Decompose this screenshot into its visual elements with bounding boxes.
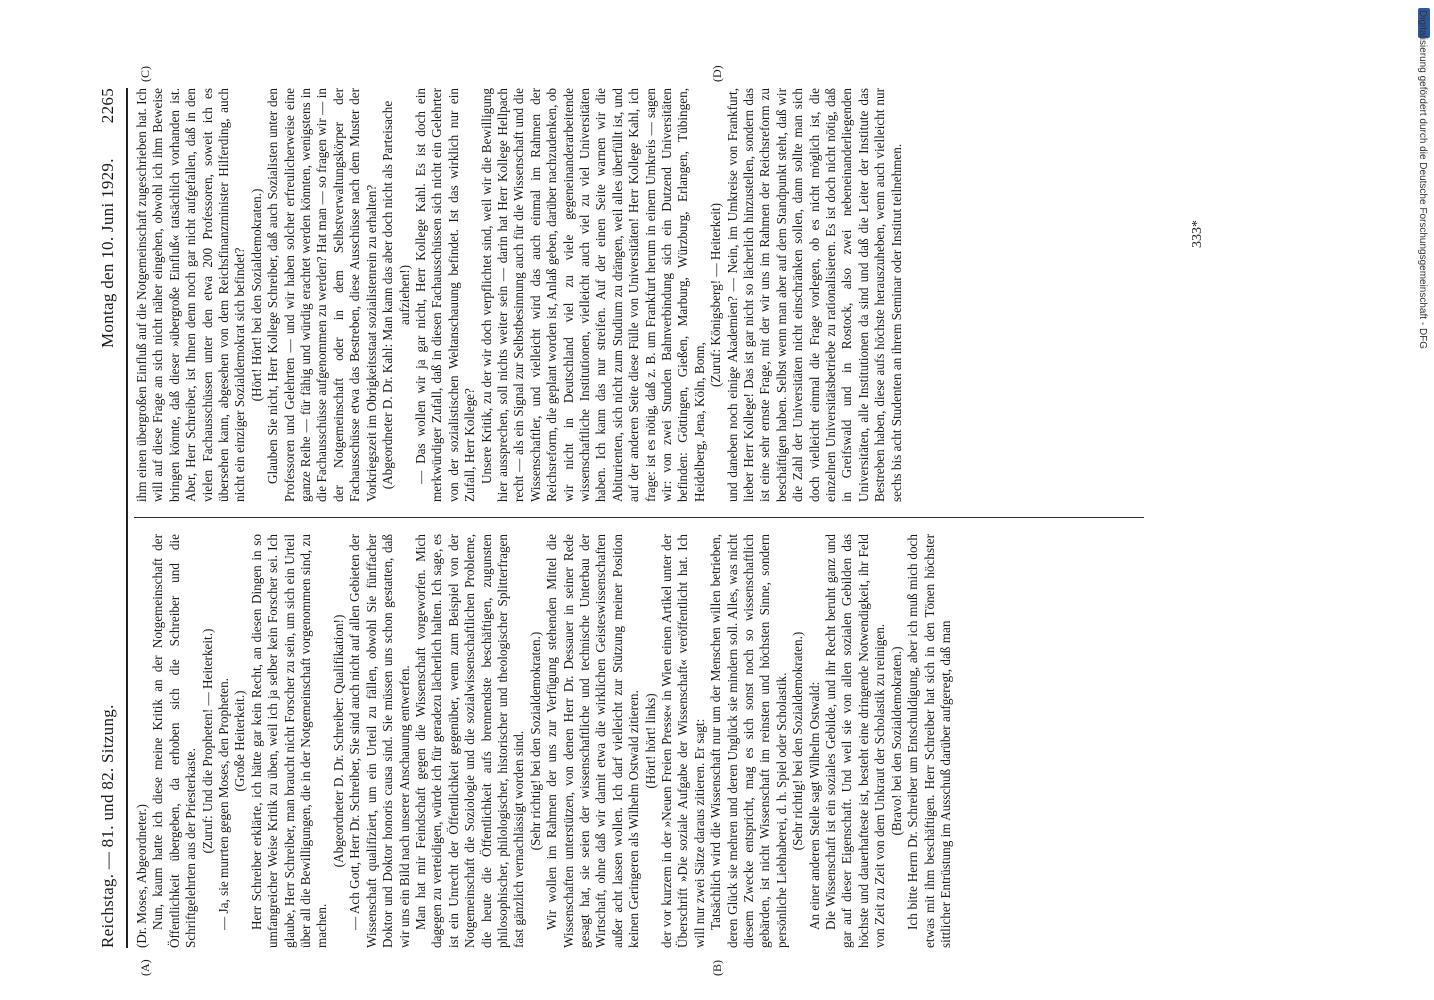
paragraph: und daneben noch einige Akademien? — Nein, im Umkreise von Frankfurt, lieber Herr Kollege! Das ist gar nicht so lächerlich hinzustellen, sondern das ist eine sehr ernste Frage, mit der wir uns im Rahmen der Reichsreform zu beschäftigen haben. Selbst wenn man aber auf dem Standpunkt steht, daß wir die Zahl der Universitäten nicht einschränken sollen, dann sollte man sich doch vielleicht einmal die Frage vorlegen, ob es nicht möglich ist, die einzelnen Universitätsbetriebe zu rationalisieren. Es ist doch nicht nötig, daß in Greifswald und in Rostock, also zwei nebeneinanderliegenden Universitäten, alle Institutionen da sind und daß die Leiter der Institute das Bestreben haben, diese aufs höchste herauszuheben, wenn auch vielleicht nur sechs bis acht Studenten an ihrem Seminar oder Institut teilnehmen. — [724, 88, 904, 502]
paragraph: Glauben Sie nicht, Herr Kollege Schreiber, daß auch Sozialisten unter den Professoren und Gelehrten — und wir haben solcher erfreulicherweise eine ganze Reihe — für fähig und würdig erachtet werden könnten, wenigstens in die Fachausschüsse aufgenommen zu werden? Hat man — so fragen wir — in der Notgemeinschaft oder in dem Selbstverwaltungskörper der Fachausschüsse etwa das Bestreben, diese Ausschüsse nach dem Muster der Vorkriegszeit im Obrigkeitsstaat sozialistenrein zu erhalten? — [265, 88, 379, 502]
paragraph: Nun, kaum hatte ich diese meine Kritik an der Notgemeinschaft der Öffentlichkeit übergeben, da erhoben sich die Schreiber und die Schriftgelehrten aus der Priesterkaste. — [150, 534, 199, 948]
interjection: (Bravo! bei den Sozialdemokraten.) — [888, 646, 904, 836]
interjection: (Sehr richtig! bei den Sozialdemokraten.) — [527, 631, 543, 851]
interjection: (Abgeordneter D. Dr. Schreiber: Qualifikation!) — [330, 614, 346, 868]
paragraph: — Das wollen wir ja gar nicht, Herr Kollege Kahl. Es ist doch ein merkwürdiger Zufall, daß in diesen Fachausschüssen sich nicht ein Gelehrter von der sozialistischen Weltanschauung befindet. Ist das wirklich nur ein Zufall, Herr Kollege? — [412, 88, 478, 502]
interjection: (Sehr richtig! bei den Sozialdemokraten.) — [790, 631, 806, 851]
page-number: 2265 — [98, 88, 117, 124]
column-divider — [134, 517, 1144, 518]
interjection: (Hört! hört! links) — [642, 693, 658, 789]
paragraph: Ich bitte Herrn Dr. Schreiber um Entschuldigung, aber ich muß mich doch etwas mit ihm beschäftigen. Herr Schreiber hat sich in den Tönen höchster sittlicher Entrüstung im Ausschuß darüber aufgeregt, daß man — [905, 534, 953, 948]
paragraph: — Ja, sie murrten gegen Moses, den Propheten. — [216, 678, 232, 930]
margin-marker-b: (B) — [710, 960, 724, 976]
margin-marker-c: (C) — [138, 66, 152, 82]
header-date: Montag den 10. Juni 1929. — [98, 158, 117, 348]
paragraph: Man hat mir Feindschaft gegen die Wissenschaft vorgeworfen. Mich dagegen zu verteidigen, würde ich für geradezu lächerlich halten. Ich sage, es ist ein Unrecht der Öffentlichkeit gegenüber, wenn zum Beispiel von der Notgemeinschaft die Soziologie und die sozialwissenschaftlichen Probleme, die heute die Öffentlichkeit aufs brennendste beschäftigen, zugunsten philosophischer, philologischer, historischer und theologischer Splitterfragen fast gänzlich vernachlässigt worden sind. — [412, 534, 527, 948]
quotation: Die Wissenschaft ist ein soziales Gebilde, und ihr Recht beruht ganz und gar auf dieser Eigenschaft. Und weil sie von allen sozialen Gebilden das höchste und dauerhafteste ist, besteht eine dringende Notwendigkeit, ihr Feld von Zeit zu Zeit von dem Unkraut der Scholastik zu reinigen. — [823, 534, 888, 948]
paragraph: — Ach Gott, Herr Dr. Schreiber, Sie sind auch nicht auf allen Gebieten der Wissenschaft qualifiziert, um ein Urteil zu fällen, obwohl Sie fünffacher Doktor und Doktor honoris causa sind. Sie müssen uns schon gestatten, daß wir uns ein Bild nach unserer Anschauung entwerfen. — [347, 534, 412, 948]
document-page — [90, 65, 1270, 976]
margin-marker-a: (A) — [138, 959, 152, 976]
paragraph: Wir wollen im Rahmen der uns zur Verfügung stehenden Mittel die Wissenschaften unterstützen, von denen Herr Dr. Dessauer in seiner Rede gesagt hat, sie seien der wissenschaftliche und technische Unterbau der Wirtschaft, ohne daß wir damit etwa die wirklichen Geisteswissenschaften außer acht lassen wollen. Ich darf vielleicht zur Stützung meiner Position keinen Geringeren als Wilhelm Ostwald zitieren. — [544, 534, 642, 948]
paragraph: der vor kurzem in der »Neuen Freien Presse« in Wien einen Artikel unter der Überschrift »Die soziale Aufgabe der Wissenschaft« veröffentlicht hat. Ich will nur zwei Sätze daraus zitieren. Er sagt: — [659, 534, 707, 948]
margin-marker-d: (D) — [710, 65, 724, 82]
interjection: (Hört! Hört! bei den Sozialdemokraten.) — [248, 188, 264, 402]
paragraph: Unsere Kritik, zu der wir doch verpflichtet sind, weil wir die Bewilligung hier aussprechen, soll nichts weiter sein — darin hat Herr Kollege Hellpach recht — als ein Signal zur Selbstbesinnung auch für die Wissenschaft und die Wissenschaftler, und vielleicht wird das auch einmal im Rahmen der Reichsreform, die geplant worden ist, Anlaß geben, darüber nachzudenken, ob wir nicht in Deutschland viel zu viele gegeneinanderarbeitende wissenschaftliche Institutionen, vielleicht auch viel zu viel Universitäten haben. Ich kann das nur streifen. Auf der einen Seite warnen wir die Abiturienten, sich nicht zum Studium zu drängen, weil alles überfüllt ist, und auf der anderen Seite diese Fülle von Universitäten! Herr Kollege Kahl, ich frage: ist es nötig, daß z. B. um Frankfurt herum in einem Umkreis — sagen wir: von zwei Stunden Bahnverbindung sich ein Dutzend Universitäten befinden: Göttingen, Gießen, Marburg, Würzburg, Erlangen, Tübingen, Heidelberg, Jena, Köln, Bonn, — [478, 88, 707, 502]
paragraph: An einer anderen Stelle sagt Wilhelm Ostwald: — [806, 681, 822, 930]
right-column — [134, 88, 1144, 502]
header-rule — [126, 88, 128, 948]
paragraph: ihm einen übergroßen Einfluß auf die Notgemeinschaft zugeschrieben hat. Ich will auf diese Frage an sich nicht näher eingehen, obwohl ich ihm Beweise bringen könnte, daß dieser »übergroße Einfluß« tatsächlich vorhanden ist. Aber, Herr Schreiber, ist Ihnen denn noch gar nicht aufgefallen, daß in den vielen Fachausschüssen unter den etwa 200 Professoren, soweit ich es übersehen kann, abgesehen von dem Reichsfinanzminister Hilferding, auch nicht ein einziger Sozialdemokrat sich befindet? — [134, 88, 248, 502]
page-header — [90, 88, 126, 948]
interjection: (Abgeordneter D. Dr. Kahl: Man kann das aber doch nicht als Parteisache aufziehen!) — [380, 100, 412, 490]
paragraph: Herr Schreiber erklärte, ich hätte gar kein Recht, an diesen Dingen in so umfangreicher Weise Kritik zu üben, weil ich ja selber kein Forscher sei. Ich glaube, Herr Schreiber, man braucht nicht Forscher zu sein, um sich ein Urteil über all die Bewilligungen, die in der Notgemeinschaft vorgenommen sind, zu machen. — [248, 534, 330, 948]
signature-mark: 333* — [1190, 220, 1205, 248]
left-column — [134, 534, 1144, 948]
quotation: Tatsächlich wird die Wissenschaft nur um der Menschen willen betrieben, deren Glück sie mehren und deren Unglück sie mindern soll. Alles, was nicht diesem Zwecke entspricht, mag es sich sonst noch so wissenschaftlich gebärden, ist nicht Wissenschaft im reinsten und höchsten Sinne, sondern persönliche Liebhaberei, d. h. Spiel oder Scholastik. — [708, 534, 789, 948]
interjection: (Zuruf: Königsberg! — Heiterkeit) — [708, 203, 724, 387]
interjection: (Zuruf: Und die Propheten! — Heiterkeit.) — [199, 628, 215, 854]
credit-text: Digitalisierung gefördert durch die Deutsche Forschungsgemeinschaft - DFG — [1417, 10, 1428, 350]
header-session: Reichstag. — 81. und 82. Sitzung. — [98, 704, 117, 948]
interjection: (Große Heiterkeit.) — [232, 690, 248, 792]
digitization-credit — [1416, 10, 1430, 990]
speaker-line: (Dr. Moses, Abgeordneter.) — [134, 804, 149, 948]
